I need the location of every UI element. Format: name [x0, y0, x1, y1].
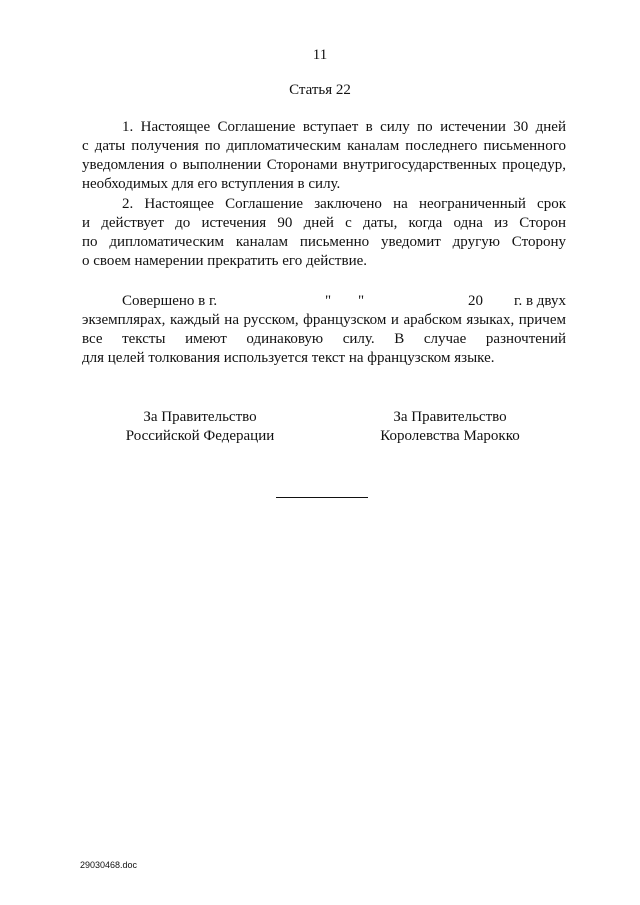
done-at-line — [82, 292, 566, 311]
paragraph-line: 1. Настоящее Соглашение вступает в силу по истечении 30 дней — [122, 119, 566, 135]
date-quote-open: " — [325, 293, 332, 309]
signature-line-1: За Правительство — [143, 409, 257, 425]
paragraph-line: и действует до истечения 90 дней с даты, когда одна из Сторон — [82, 215, 566, 231]
paragraph-3 — [82, 292, 566, 368]
paragraph-line: по дипломатическим каналам письменно уведомит другую Сторону — [82, 234, 566, 250]
signature-line-2: Королевства Марокко — [380, 428, 520, 444]
paragraph-line: необходимых для его вступления в силу. — [82, 176, 341, 192]
year-suffix: г. в двух — [514, 293, 566, 309]
article-title: Статья 22 — [289, 82, 351, 98]
signature-block-morocco — [360, 408, 540, 446]
paragraph-line: о своем намерении прекратить его действие. — [82, 253, 367, 269]
signature-line-2: Российской Федерации — [125, 428, 275, 444]
year-prefix: 20 — [468, 293, 483, 309]
paragraph-line: экземплярах, каждый на русском, французском и арабском языках, причем — [82, 312, 566, 328]
paragraph-line: для целей толкования используется текст на французском языке. — [82, 350, 495, 366]
paragraph-line: все тексты имеют одинаковую силу. В случае разночтений — [82, 331, 566, 347]
paragraph-line: 2. Настоящее Соглашение заключено на неограниченный срок — [122, 196, 566, 212]
page-number: 11 — [312, 47, 328, 63]
paragraph-line: с даты получения по дипломатическим каналам последнего письменного — [82, 138, 566, 154]
paragraph-2 — [82, 195, 566, 271]
date-quote-close: " — [358, 293, 365, 309]
paragraph-line: уведомления о выполнении Сторонами внутригосударственных процедур, — [82, 157, 566, 173]
signature-line-1: За Правительство — [393, 409, 507, 425]
done-at-text: Совершено в г. — [122, 293, 218, 309]
end-rule-divider — [276, 497, 368, 498]
document-code: 29030468.doc — [80, 860, 138, 870]
signature-block-russia — [110, 408, 290, 446]
paragraph-1 — [82, 118, 566, 194]
